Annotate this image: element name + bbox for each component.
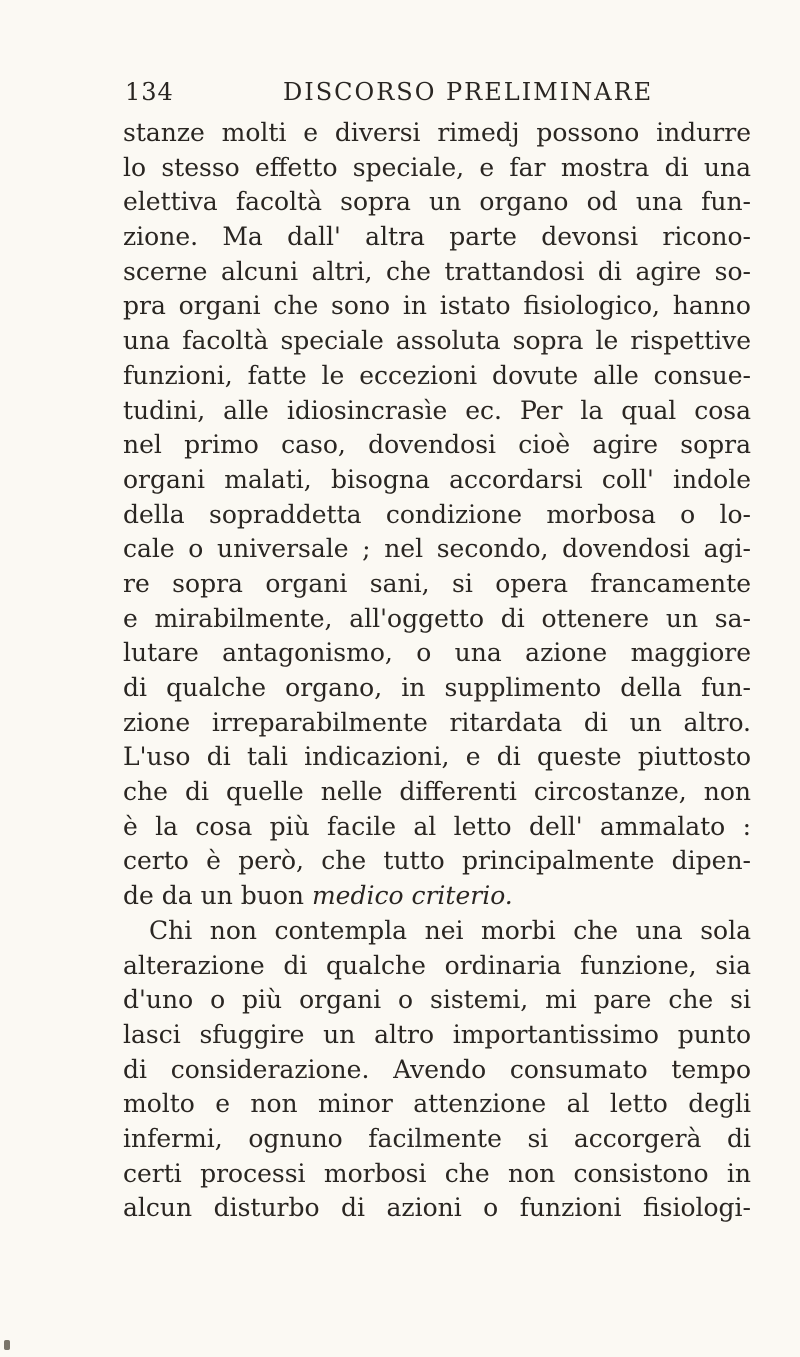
italic-phrase: medico criterio.	[311, 881, 513, 911]
text-line: una facoltà speciale assoluta sopra le rispettive	[123, 326, 751, 356]
text-line: di qualche organo, in supplimento della fun-	[123, 673, 751, 702]
text-line: alterazione di qualche ordinaria funzione, sia	[123, 950, 751, 980]
text-line: L'uso di tali indicazioni, e di queste piuttosto	[123, 742, 751, 772]
text-line: cale o universale ; nel secondo, dovendosi agi-	[123, 534, 751, 564]
text-line: nel primo caso, dovendosi cioè agire sopra	[123, 430, 751, 460]
text-line: molto e non minor attenzione al letto degli	[123, 1089, 751, 1119]
body-text	[123, 116, 751, 1226]
text-line: elettiva facoltà sopra un organo od una fun-	[123, 187, 751, 217]
text-line: certi processi morbosi che non consistono in	[123, 1158, 751, 1188]
text-line: della sopraddetta condizione morbosa o lo-	[123, 499, 751, 529]
running-head: DISCORSO PRELIMINARE	[283, 78, 654, 106]
paper-speck	[4, 1340, 10, 1350]
text-line: organi malati, bisogna accordarsi coll' indole	[123, 464, 751, 494]
text-line: alcun disturbo di azioni o funzioni fisiologi-	[123, 1193, 751, 1223]
text-line: è la cosa più facile al letto dell' ammalato :	[123, 811, 751, 841]
paragraph-end-line	[123, 879, 751, 914]
line-text: de da un buon	[123, 881, 312, 911]
text-line: scerne alcuni altri, che trattandosi di agire so-	[123, 256, 751, 286]
text-line: tudini, alle idiosincrasìe ec. Per la qual cosa	[123, 395, 751, 425]
page-header	[125, 78, 745, 114]
text-line: stanze molti e diversi rimedj possono indurre	[123, 118, 751, 147]
text-line: e mirabilmente, all'oggetto di ottenere un sa-	[123, 603, 751, 633]
text-line: di considerazione. Avendo consumato tempo	[123, 1054, 751, 1084]
paragraph-start-line: Chi non contempla nei morbi che una sola	[149, 915, 751, 945]
text-line: d'uno o più organi o sistemi, mi pare che si	[123, 985, 751, 1015]
text-line: zione irreparabilmente ritardata di un altro.	[123, 707, 751, 737]
text-line: certo è però, che tutto principalmente dipen-	[123, 846, 751, 876]
text-line: che di quelle nelle differenti circostanze, non	[123, 777, 751, 807]
text-line: lo stesso effetto speciale, e far mostra di una	[123, 152, 751, 182]
text-line: lasci sfuggire un altro importantissimo punto	[123, 1019, 751, 1049]
text-line: lutare antagonismo, o una azione maggiore	[123, 638, 751, 668]
text-line: infermi, ognuno facilmente si accorgerà di	[123, 1123, 751, 1153]
text-line: funzioni, fatte le eccezioni dovute alle consue-	[123, 360, 751, 390]
text-line: zione. Ma dall' altra parte devonsi ricono-	[123, 222, 751, 252]
page-number: 134	[125, 78, 174, 106]
text-line: pra organi che sono in istato fisiologico, hanno	[123, 291, 751, 321]
text-line: re sopra organi sani, si opera francamente	[123, 568, 751, 598]
